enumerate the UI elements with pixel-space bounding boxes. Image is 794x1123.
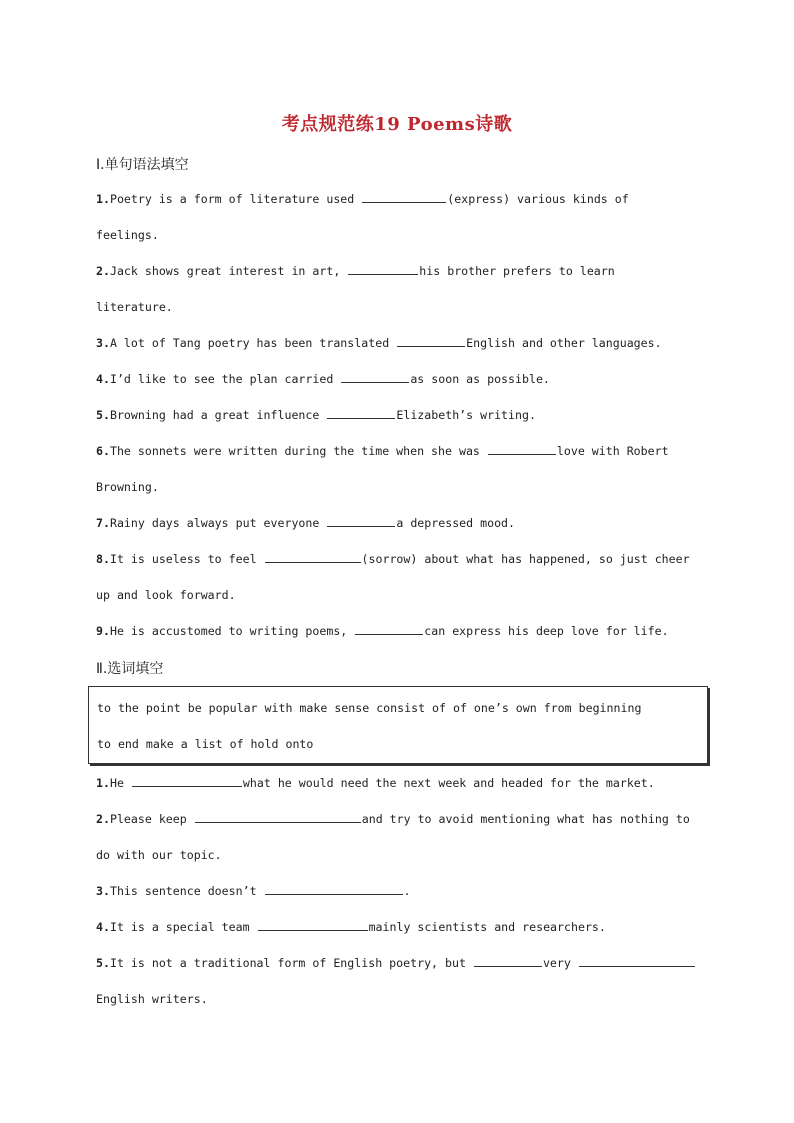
question-text: (sorrow) about what has happened, so just cheer bbox=[361, 552, 690, 566]
answer-blank[interactable] bbox=[327, 408, 395, 419]
question-text: Jack shows great interest in art, bbox=[109, 264, 348, 278]
answer-blank[interactable] bbox=[579, 956, 695, 967]
question-text: The sonnets were written during the time when she was bbox=[109, 444, 487, 458]
question-number: 3. bbox=[96, 884, 110, 898]
answer-blank[interactable] bbox=[265, 552, 361, 563]
question-number: 6. bbox=[96, 444, 110, 458]
question-text: It is not a traditional form of English poetry, but bbox=[109, 956, 473, 970]
question-text: Poetry is a form of literature used bbox=[109, 192, 362, 206]
question-1-9 bbox=[96, 624, 706, 638]
question-text: can express his deep love for life. bbox=[424, 624, 669, 638]
answer-blank[interactable] bbox=[265, 884, 403, 895]
question-2-5-continued: English writers. bbox=[96, 992, 208, 1006]
question-1-6-continued: Browning. bbox=[96, 480, 159, 494]
question-text: English and other languages. bbox=[466, 336, 662, 350]
answer-blank[interactable] bbox=[195, 812, 361, 823]
section-heading-grammar: Ⅰ.单句语法填空 bbox=[96, 157, 189, 173]
page-title: 考点规范练19 Poems诗歌 bbox=[281, 114, 513, 135]
question-number: 7. bbox=[96, 516, 110, 530]
question-text: (express) various kinds of bbox=[447, 192, 629, 206]
answer-blank[interactable] bbox=[341, 372, 409, 383]
question-text: mainly scientists and researchers. bbox=[368, 920, 606, 934]
answer-blank[interactable] bbox=[132, 776, 242, 787]
question-text: Please keep bbox=[109, 812, 194, 826]
question-1-4 bbox=[96, 372, 706, 386]
question-1-7 bbox=[96, 516, 706, 530]
answer-blank[interactable] bbox=[362, 192, 446, 203]
question-number: 2. bbox=[96, 264, 110, 278]
question-number: 1. bbox=[96, 776, 110, 790]
question-1-1 bbox=[96, 192, 706, 206]
question-1-8-continued: up and look forward. bbox=[96, 588, 236, 602]
answer-blank[interactable] bbox=[258, 920, 368, 931]
question-text: It is useless to feel bbox=[109, 552, 264, 566]
question-text: A lot of Tang poetry has been translated bbox=[109, 336, 397, 350]
question-1-2-continued: literature. bbox=[96, 300, 173, 314]
question-text: as soon as possible. bbox=[410, 372, 550, 386]
question-number: 4. bbox=[96, 920, 110, 934]
question-2-5 bbox=[96, 956, 706, 970]
question-2-2 bbox=[96, 812, 706, 826]
answer-blank[interactable] bbox=[355, 624, 423, 635]
question-1-5 bbox=[96, 408, 706, 422]
question-number: 9. bbox=[96, 624, 110, 638]
question-text: a depressed mood. bbox=[396, 516, 516, 530]
question-text: He is accustomed to writing poems, bbox=[109, 624, 355, 638]
question-number: 8. bbox=[96, 552, 110, 566]
word-bank-line: to end make a list of hold onto bbox=[97, 737, 314, 751]
question-2-2-continued: do with our topic. bbox=[96, 848, 222, 862]
word-bank-box bbox=[88, 686, 708, 764]
question-2-4 bbox=[96, 920, 706, 934]
question-number: 1. bbox=[96, 192, 110, 206]
section-heading-word-choice: Ⅱ.选词填空 bbox=[96, 661, 164, 677]
question-text: and try to avoid mentioning what has nothing to bbox=[361, 812, 690, 826]
question-text: very bbox=[542, 956, 578, 970]
answer-blank[interactable] bbox=[474, 956, 542, 967]
question-1-3 bbox=[96, 336, 706, 350]
question-text: It is a special team bbox=[109, 920, 257, 934]
question-1-6 bbox=[96, 444, 706, 458]
question-text: his brother prefers to learn bbox=[419, 264, 615, 278]
question-number: 2. bbox=[96, 812, 110, 826]
question-number: 5. bbox=[96, 956, 110, 970]
question-2-1 bbox=[96, 776, 706, 790]
question-text: Rainy days always put everyone bbox=[109, 516, 327, 530]
question-text: . bbox=[403, 884, 411, 898]
question-number: 4. bbox=[96, 372, 110, 386]
answer-blank[interactable] bbox=[348, 264, 418, 275]
question-number: 5. bbox=[96, 408, 110, 422]
question-1-1-continued: feelings. bbox=[96, 228, 159, 242]
question-1-8 bbox=[96, 552, 706, 566]
question-2-3 bbox=[96, 884, 706, 898]
question-1-2 bbox=[96, 264, 706, 278]
question-number: 3. bbox=[96, 336, 110, 350]
answer-blank[interactable] bbox=[327, 516, 395, 527]
question-text: This sentence doesn’t bbox=[109, 884, 264, 898]
question-text: what he would need the next week and headed for the market. bbox=[242, 776, 655, 790]
question-text: I’d like to see the plan carried bbox=[109, 372, 341, 386]
word-bank-line: to the point be popular with make sense consist of of one’s own from beginning bbox=[97, 701, 642, 715]
answer-blank[interactable] bbox=[397, 336, 465, 347]
question-text: love with Robert bbox=[556, 444, 669, 458]
answer-blank[interactable] bbox=[488, 444, 556, 455]
question-text: He bbox=[109, 776, 131, 790]
question-text: Elizabeth’s writing. bbox=[396, 408, 536, 422]
question-text: Browning had a great influence bbox=[109, 408, 327, 422]
